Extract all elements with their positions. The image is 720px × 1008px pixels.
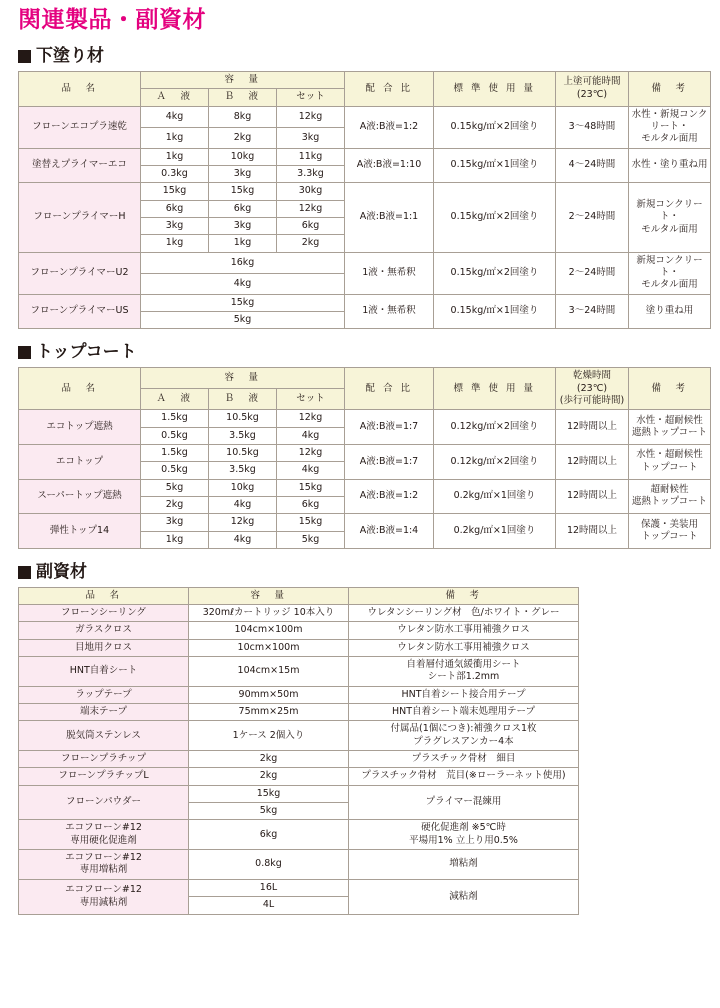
note: ウレタン防水工事用補強クロス bbox=[349, 622, 579, 639]
col-header-set: セット bbox=[277, 389, 345, 410]
capacity: 16L bbox=[189, 879, 349, 896]
note: 新規コンクリート・ モルタル面用 bbox=[629, 183, 711, 252]
col-header-liquid-b: Ｂ 液 bbox=[209, 389, 277, 410]
table-row bbox=[19, 686, 579, 703]
col-header-usage: 標 準 使 用 量 bbox=[434, 71, 556, 106]
col-header-capacity: 容 量 bbox=[141, 368, 345, 389]
capacity: 75mm×25m bbox=[189, 704, 349, 721]
standard-usage: 0.12kg/㎡×2回塗り bbox=[434, 410, 556, 445]
volume-a: 0.3kg bbox=[141, 166, 209, 183]
volume-b: 6kg bbox=[209, 200, 277, 217]
note: HNT自着シート端末処理用テープ bbox=[349, 704, 579, 721]
volume-b: 1kg bbox=[209, 235, 277, 252]
capacity: 6kg bbox=[189, 820, 349, 850]
volume-set: 5kg bbox=[277, 531, 345, 548]
product-name: 脱気筒ステンレス bbox=[19, 721, 189, 751]
table-row bbox=[19, 148, 711, 165]
col-header-note: 備 考 bbox=[629, 368, 711, 410]
note: 水性・超耐候性 遮熱トップコート bbox=[629, 410, 711, 445]
table-row bbox=[19, 294, 711, 311]
dry-time: 12時間以上 bbox=[556, 410, 629, 445]
volume-b: 12kg bbox=[209, 514, 277, 531]
table-row bbox=[19, 704, 579, 721]
col-header-name: 品 名 bbox=[19, 71, 141, 106]
col-header-note: 備 考 bbox=[349, 587, 579, 604]
mix-ratio: A液:B液=1:4 bbox=[345, 514, 434, 549]
standard-usage: 0.15kg/㎡×1回塗り bbox=[434, 294, 556, 329]
col-header-recoat-time: 上塗可能時間 (23℃) bbox=[556, 71, 629, 106]
volume-a: 1.5kg bbox=[141, 410, 209, 427]
volume-set: 12kg bbox=[277, 106, 345, 127]
table-row bbox=[19, 850, 579, 880]
volume-set: 3.3kg bbox=[277, 166, 345, 183]
mix-ratio: 1液・無希釈 bbox=[345, 252, 434, 294]
note: 付属品(1個につき):補強クロス1枚 プラグレスアンカー4本 bbox=[349, 721, 579, 751]
table-row bbox=[19, 410, 711, 427]
volume-a: 6kg bbox=[141, 200, 209, 217]
standard-usage: 0.2kg/㎡×1回塗り bbox=[434, 479, 556, 514]
capacity: 90mm×50m bbox=[189, 686, 349, 703]
mix-ratio: A液:B液=1:2 bbox=[345, 106, 434, 148]
volume-b: 3kg bbox=[209, 218, 277, 235]
product-name: ガラスクロス bbox=[19, 622, 189, 639]
table-row bbox=[19, 639, 579, 656]
col-header-name: 品 名 bbox=[19, 368, 141, 410]
section-heading-auxiliary-label: 副資材 bbox=[36, 561, 87, 582]
table-row bbox=[19, 183, 711, 200]
table-auxiliary bbox=[18, 587, 579, 915]
note: 保護・美装用 トップコート bbox=[629, 514, 711, 549]
table-row bbox=[19, 106, 711, 127]
table-row bbox=[19, 444, 711, 461]
product-name: HNT自着シート bbox=[19, 657, 189, 687]
note: HNT自着シート接合用テープ bbox=[349, 686, 579, 703]
volume-merged: 15kg bbox=[141, 294, 345, 311]
mix-ratio: A液:B液=1:1 bbox=[345, 183, 434, 252]
product-name: エコフローン#12 専用減粘剤 bbox=[19, 879, 189, 914]
square-bullet-icon bbox=[18, 50, 31, 63]
product-name: ラップテープ bbox=[19, 686, 189, 703]
section-heading-primer-label: 下塗り材 bbox=[36, 46, 104, 67]
capacity: 1ケース 2個入り bbox=[189, 721, 349, 751]
note: 水性・塗り重ね用 bbox=[629, 148, 711, 183]
product-name: 目地用クロス bbox=[19, 639, 189, 656]
product-name: 塗替えプライマーエコ bbox=[19, 148, 141, 183]
standard-usage: 0.2kg/㎡×1回塗り bbox=[434, 514, 556, 549]
dry-time: 12時間以上 bbox=[556, 479, 629, 514]
product-name: エコトップ bbox=[19, 444, 141, 479]
product-name: 弾性トップ14 bbox=[19, 514, 141, 549]
volume-set: 12kg bbox=[277, 444, 345, 461]
capacity: 2kg bbox=[189, 768, 349, 785]
volume-a: 1kg bbox=[141, 531, 209, 548]
volume-b: 10.5kg bbox=[209, 444, 277, 461]
standard-usage: 0.15kg/㎡×2回塗り bbox=[434, 183, 556, 252]
standard-usage: 0.15kg/㎡×2回塗り bbox=[434, 252, 556, 294]
note: 塗り重ね用 bbox=[629, 294, 711, 329]
col-header-capacity: 容 量 bbox=[189, 587, 349, 604]
col-header-usage: 標 準 使 用 量 bbox=[434, 368, 556, 410]
col-header-set: セット bbox=[277, 89, 345, 106]
volume-set: 11kg bbox=[277, 148, 345, 165]
volume-b: 3.5kg bbox=[209, 462, 277, 479]
volume-b: 10kg bbox=[209, 148, 277, 165]
table-header-row bbox=[19, 71, 711, 88]
product-name: フローンパウダー bbox=[19, 785, 189, 820]
note: 硬化促進剤 ※5℃時 平場用1% 立上り用0.5% bbox=[349, 820, 579, 850]
mix-ratio: A液:B液=1:2 bbox=[345, 479, 434, 514]
note: プラスチック骨材 細目 bbox=[349, 751, 579, 768]
note: 減粘剤 bbox=[349, 879, 579, 914]
volume-a: 3kg bbox=[141, 218, 209, 235]
recoat-time: 3〜48時間 bbox=[556, 106, 629, 148]
recoat-time: 4〜24時間 bbox=[556, 148, 629, 183]
col-header-liquid-b: Ｂ 液 bbox=[209, 89, 277, 106]
volume-b: 3.5kg bbox=[209, 427, 277, 444]
table-row bbox=[19, 785, 579, 802]
col-header-liquid-a: Ａ 液 bbox=[141, 389, 209, 410]
table-primer bbox=[18, 71, 711, 330]
square-bullet-icon bbox=[18, 346, 31, 359]
product-name: エコトップ遮熱 bbox=[19, 410, 141, 445]
capacity: 5kg bbox=[189, 803, 349, 820]
volume-a: 1kg bbox=[141, 148, 209, 165]
table-row bbox=[19, 604, 579, 621]
volume-b: 10.5kg bbox=[209, 410, 277, 427]
col-header-mix-ratio: 配 合 比 bbox=[345, 368, 434, 410]
mix-ratio: A液:B液=1:10 bbox=[345, 148, 434, 183]
volume-a: 2kg bbox=[141, 496, 209, 513]
volume-set: 4kg bbox=[277, 427, 345, 444]
volume-a: 0.5kg bbox=[141, 427, 209, 444]
product-name: 端末テープ bbox=[19, 704, 189, 721]
table-row bbox=[19, 820, 579, 850]
volume-set: 4kg bbox=[277, 462, 345, 479]
volume-b: 3kg bbox=[209, 166, 277, 183]
volume-b: 4kg bbox=[209, 531, 277, 548]
volume-merged: 5kg bbox=[141, 312, 345, 329]
section-heading-topcoat-label: トップコート bbox=[36, 342, 137, 363]
volume-b: 4kg bbox=[209, 496, 277, 513]
volume-a: 3kg bbox=[141, 514, 209, 531]
recoat-time: 2〜24時間 bbox=[556, 183, 629, 252]
note: プライマー混練用 bbox=[349, 785, 579, 820]
note: 増粘剤 bbox=[349, 850, 579, 880]
volume-a: 1.5kg bbox=[141, 444, 209, 461]
table-row bbox=[19, 721, 579, 751]
capacity: 15kg bbox=[189, 785, 349, 802]
volume-set: 2kg bbox=[277, 235, 345, 252]
table-row bbox=[19, 879, 579, 896]
volume-a: 1kg bbox=[141, 235, 209, 252]
capacity: 320mℓカートリッジ 10本入り bbox=[189, 604, 349, 621]
volume-a: 1kg bbox=[141, 127, 209, 148]
dry-time: 12時間以上 bbox=[556, 444, 629, 479]
table-row bbox=[19, 514, 711, 531]
note: 超耐候性 遮熱トップコート bbox=[629, 479, 711, 514]
standard-usage: 0.15kg/㎡×1回塗り bbox=[434, 148, 556, 183]
product-name: フローンシーリング bbox=[19, 604, 189, 621]
volume-merged: 16kg bbox=[141, 252, 345, 273]
volume-set: 30kg bbox=[277, 183, 345, 200]
capacity: 104cm×100m bbox=[189, 622, 349, 639]
product-name: エコフローン#12 専用増粘剤 bbox=[19, 850, 189, 880]
square-bullet-icon bbox=[18, 566, 31, 579]
mix-ratio: A液:B液=1:7 bbox=[345, 444, 434, 479]
col-header-liquid-a: Ａ 液 bbox=[141, 89, 209, 106]
volume-a: 15kg bbox=[141, 183, 209, 200]
document-page bbox=[0, 8, 720, 1008]
section-heading-topcoat bbox=[18, 343, 720, 362]
product-name: フローンプライマーH bbox=[19, 183, 141, 252]
volume-set: 15kg bbox=[277, 479, 345, 496]
note: ウレタンシーリング材 色/ホワイト・グレー bbox=[349, 604, 579, 621]
volume-b: 2kg bbox=[209, 127, 277, 148]
table-row bbox=[19, 751, 579, 768]
table-row bbox=[19, 657, 579, 687]
volume-a: 0.5kg bbox=[141, 462, 209, 479]
capacity: 0.8kg bbox=[189, 850, 349, 880]
volume-set: 6kg bbox=[277, 218, 345, 235]
note: プラスチック骨材 荒目(※ローラーネット使用) bbox=[349, 768, 579, 785]
volume-b: 8kg bbox=[209, 106, 277, 127]
standard-usage: 0.12kg/㎡×2回塗り bbox=[434, 444, 556, 479]
product-name: フローンプラチップ bbox=[19, 751, 189, 768]
mix-ratio: A液:B液=1:7 bbox=[345, 410, 434, 445]
section-heading-auxiliary bbox=[18, 563, 720, 582]
note: 水性・超耐候性 トップコート bbox=[629, 444, 711, 479]
recoat-time: 3〜24時間 bbox=[556, 294, 629, 329]
note: 水性・新規コンクリート・ モルタル面用 bbox=[629, 106, 711, 148]
volume-set: 15kg bbox=[277, 514, 345, 531]
capacity: 104cm×15m bbox=[189, 657, 349, 687]
product-name: エコフローン#12 専用硬化促進剤 bbox=[19, 820, 189, 850]
col-header-dry-time: 乾燥時間(23℃) (歩行可能時間) bbox=[556, 368, 629, 410]
standard-usage: 0.15kg/㎡×2回塗り bbox=[434, 106, 556, 148]
table-topcoat bbox=[18, 367, 711, 549]
product-name: スーパートップ遮熱 bbox=[19, 479, 141, 514]
volume-set: 12kg bbox=[277, 200, 345, 217]
volume-a: 5kg bbox=[141, 479, 209, 496]
table-row bbox=[19, 252, 711, 273]
capacity: 4L bbox=[189, 897, 349, 914]
volume-b: 15kg bbox=[209, 183, 277, 200]
recoat-time: 2〜24時間 bbox=[556, 252, 629, 294]
note: ウレタン防水工事用補強クロス bbox=[349, 639, 579, 656]
table-row bbox=[19, 768, 579, 785]
dry-time: 12時間以上 bbox=[556, 514, 629, 549]
col-header-name: 品 名 bbox=[19, 587, 189, 604]
product-name: フローンプラチップL bbox=[19, 768, 189, 785]
table-row bbox=[19, 479, 711, 496]
volume-b: 10kg bbox=[209, 479, 277, 496]
capacity: 2kg bbox=[189, 751, 349, 768]
note: 自着層付通気緩衝用シート シート部1.2mm bbox=[349, 657, 579, 687]
volume-merged: 4kg bbox=[141, 273, 345, 294]
page-title: 関連製品・副資材 bbox=[18, 7, 206, 33]
table-row bbox=[19, 622, 579, 639]
product-name: フローンプライマーUS bbox=[19, 294, 141, 329]
table-header-row bbox=[19, 587, 579, 604]
volume-set: 12kg bbox=[277, 410, 345, 427]
table-header-row bbox=[19, 368, 711, 389]
col-header-note: 備 考 bbox=[629, 71, 711, 106]
col-header-capacity: 容 量 bbox=[141, 71, 345, 88]
volume-set: 6kg bbox=[277, 496, 345, 513]
product-name: フローンプライマーU2 bbox=[19, 252, 141, 294]
section-heading-primer bbox=[18, 47, 720, 66]
mix-ratio: 1液・無希釈 bbox=[345, 294, 434, 329]
col-header-mix-ratio: 配 合 比 bbox=[345, 71, 434, 106]
capacity: 10cm×100m bbox=[189, 639, 349, 656]
note: 新規コンクリート・ モルタル面用 bbox=[629, 252, 711, 294]
volume-a: 4kg bbox=[141, 106, 209, 127]
product-name: フローンエコプラ速乾 bbox=[19, 106, 141, 148]
volume-set: 3kg bbox=[277, 127, 345, 148]
